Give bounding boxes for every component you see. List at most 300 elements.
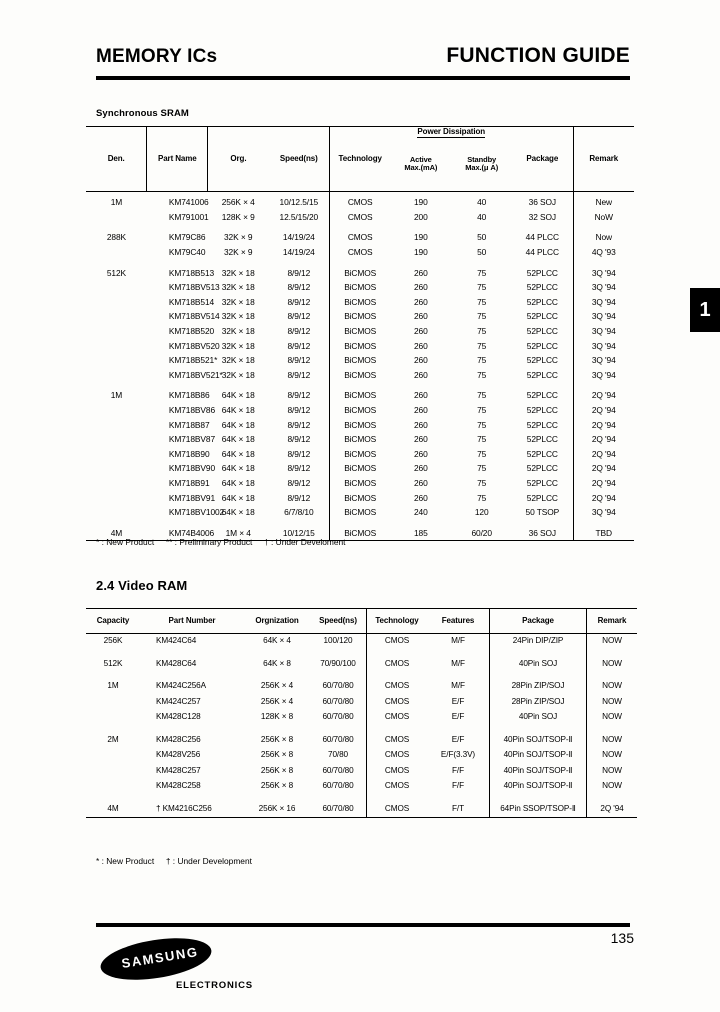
sram-cell-speed: 8/9/12 — [287, 463, 311, 474]
sram-cell-remark: 3Q '94 — [573, 280, 634, 295]
sram-cell-part: KM79C40 — [168, 247, 206, 258]
sram-cell-remark: 2Q '94 — [573, 418, 634, 433]
sram-cell-org: 64K × 18 — [221, 507, 255, 518]
sram-cell-org: 32K × 9 — [223, 232, 253, 243]
sram-cell-den — [86, 476, 147, 491]
sram-cell-speed: 8/9/12 — [287, 296, 311, 307]
vram-cell-feat: M/F — [451, 636, 465, 646]
vram-col-features: Features — [427, 609, 490, 634]
sram-cell-remark: 2Q '94 — [573, 432, 634, 447]
vram-cell-pkg: 64Pin SSOP/TSOP-Ⅱ — [490, 795, 587, 818]
sram-cell-pkg: 52PLCC — [526, 311, 558, 322]
vram-cell-speed: 60/70/80 — [322, 696, 354, 706]
synchronous-sram-table — [86, 126, 634, 541]
vram-cell-part: KM424C256A — [156, 681, 206, 691]
vram-cell-remark: NOW — [587, 726, 638, 749]
sram-cell-tech: BiCMOS — [330, 447, 391, 462]
sram-cell-remark: 3Q '94 — [573, 368, 634, 386]
vram-cell-org: 256K × 16 — [244, 795, 310, 818]
sram-cell-den — [86, 403, 147, 418]
table-row — [86, 491, 634, 506]
sram-cell-remark: 2Q '94 — [573, 461, 634, 476]
sram-cell-standby: 75 — [477, 355, 487, 366]
sram-cell-org: 32K × 18 — [221, 296, 255, 307]
sram-cell-speed: 8/9/12 — [287, 326, 311, 337]
sram-cell-speed: 14/19/24 — [282, 247, 315, 258]
vram-cell-feat: F/F — [452, 781, 464, 791]
table-row — [86, 418, 634, 433]
vram-cell-speed: 70/80 — [328, 750, 348, 760]
vram-cell-pkg: 24Pin DIP/ZIP — [490, 634, 587, 650]
sram-cell-active: 260 — [413, 434, 428, 445]
sram-cell-standby: 75 — [477, 405, 487, 415]
vram-cell-remark: NOW — [587, 634, 638, 650]
table-row — [86, 228, 634, 246]
vram-cell-feat: E/F — [451, 734, 465, 744]
sram-cell-standby: 75 — [477, 340, 487, 351]
sram-cell-active: 260 — [413, 311, 428, 322]
table-row — [86, 461, 634, 476]
sram-cell-speed: 14/19/24 — [282, 232, 315, 243]
sram-col-part: Part Name — [147, 127, 208, 192]
sram-cell-speed: 8/9/12 — [287, 492, 311, 503]
sram-cell-part: KM74B4006 — [147, 523, 208, 541]
table-row — [86, 476, 634, 491]
vram-cell-cap — [86, 710, 140, 726]
logo-wordmark: SAMSUNG — [120, 944, 200, 971]
chapter-thumb-tab: 1 — [690, 288, 720, 332]
sram-cell-standby: 40 — [451, 192, 512, 210]
sram-cell-part: KM718B521* — [168, 355, 218, 366]
sram-cell-part: KM718BV520 — [168, 340, 220, 351]
sram-cell-den — [86, 324, 147, 339]
sram-cell-org: 64K × 18 — [221, 463, 255, 474]
sram-cell-org: 32K × 18 — [221, 311, 255, 322]
sram-cell-standby: 75 — [477, 463, 487, 474]
sram-cell-org: 128K × 9 — [221, 211, 255, 222]
table-row — [86, 324, 634, 339]
sram-cell-standby: 75 — [477, 492, 487, 503]
sram-cell-org: 64K × 18 — [221, 492, 255, 503]
sram-col-tech: Technology — [330, 127, 391, 192]
sram-cell-den — [86, 280, 147, 295]
sram-cell-speed: 8/9/12 — [287, 369, 311, 380]
sram-col-package: Package — [512, 127, 573, 192]
table-row — [86, 505, 634, 523]
sram-cell-pkg: 36 SOJ — [512, 192, 573, 210]
vram-cell-part: KM428V256 — [156, 750, 201, 760]
sram-col-org: Org. — [208, 127, 269, 192]
sram-cell-speed: 8/9/12 — [287, 311, 311, 322]
table-row — [86, 795, 637, 818]
sram-section-caption: Synchronous SRAM — [96, 108, 189, 119]
table-row — [86, 280, 634, 295]
table-row — [86, 779, 637, 795]
sram-cell-tech: BiCMOS — [330, 324, 391, 339]
sram-cell-tech: BiCMOS — [330, 505, 391, 523]
sram-cell-pkg: 52PLCC — [526, 296, 558, 307]
sram-cell-tech: BiCMOS — [330, 280, 391, 295]
samsung-logo — [100, 940, 300, 1000]
vram-cell-cap: 512K — [103, 658, 123, 668]
vram-cell-speed: 60/70/80 — [322, 712, 354, 722]
sram-cell-pkg: 44 PLCC — [525, 232, 559, 243]
vram-cell-speed: 60/70/80 — [322, 765, 354, 775]
sram-cell-part: KM741006 — [147, 192, 208, 210]
sram-cell-tech: BiCMOS — [330, 353, 391, 368]
sram-cell-pkg: 52PLCC — [526, 434, 558, 445]
vram-col-speed: Speed(ns) — [310, 609, 367, 634]
sram-cell-active: 260 — [413, 296, 428, 307]
table-row — [86, 403, 634, 418]
sram-cell-part: KM718B91 — [168, 477, 210, 488]
sram-cell-den: 4M — [86, 523, 147, 541]
sram-cell-part: KM718BV87 — [168, 434, 215, 445]
sram-cell-org: 32K × 18 — [221, 340, 255, 351]
vram-cell-part: KM428C64 — [156, 658, 197, 668]
sram-cell-pkg: 52PLCC — [526, 326, 558, 337]
sram-power-dissipation-label: Power Dissipation — [417, 127, 486, 136]
vram-cell-feat: E/F — [451, 696, 465, 706]
vram-cell-tech: CMOS — [367, 695, 428, 711]
vram-cell-cap: 2M — [107, 734, 119, 744]
table-row — [86, 650, 637, 673]
sram-cell-tech: CMOS — [330, 245, 391, 263]
sram-cell-remark: 2Q '94 — [573, 386, 634, 404]
sram-cell-remark: 2Q '94 — [573, 476, 634, 491]
sram-col-power-group — [390, 127, 512, 138]
sram-col-standby — [451, 137, 512, 192]
sram-cell-part: KM718BV91 — [168, 492, 215, 503]
sram-cell-speed: 8/9/12 — [287, 282, 311, 293]
sram-cell-pkg: 52PLCC — [526, 390, 558, 401]
sram-cell-tech: BiCMOS — [330, 461, 391, 476]
sram-cell-standby: 75 — [477, 477, 487, 488]
sram-cell-pkg: 52PLCC — [526, 492, 558, 503]
sram-cell-den — [86, 491, 147, 506]
sram-cell-den — [86, 310, 147, 325]
vram-cell-org: 256K × 8 — [260, 750, 294, 760]
sram-cell-den — [86, 505, 147, 523]
page-header — [96, 44, 630, 68]
sram-cell-den — [86, 339, 147, 354]
sram-active-label: Active — [409, 154, 432, 164]
sram-cell-remark: 3Q '94 — [573, 263, 634, 281]
table-row — [86, 368, 634, 386]
sram-cell-active: 260 — [413, 267, 428, 278]
sram-cell-pkg: 52PLCC — [526, 477, 558, 488]
sram-cell-speed: 8/9/12 — [287, 477, 311, 488]
sram-header-row-top — [86, 127, 634, 138]
vram-cell-tech: CMOS — [367, 795, 428, 818]
sram-cell-tech: BiCMOS — [330, 476, 391, 491]
sram-cell-speed: 8/9/12 — [287, 340, 311, 351]
vram-cell-cap — [86, 748, 140, 764]
sram-cell-standby: 75 — [477, 369, 487, 380]
vram-cell-speed: 60/70/80 — [322, 734, 354, 744]
table-row — [86, 192, 634, 210]
sram-cell-part: KM718B86 — [168, 390, 210, 401]
sram-standby-label: Standby — [467, 154, 497, 164]
sram-cell-remark: 3Q '94 — [573, 339, 634, 354]
sram-cell-standby: 75 — [477, 267, 487, 278]
footer-rule — [96, 923, 630, 927]
sram-cell-pkg: 50 TSOP — [525, 507, 560, 518]
sram-cell-standby: 60/20 — [451, 523, 512, 541]
sram-cell-part: KM718B514 — [168, 296, 215, 307]
sram-cell-remark: 2Q '94 — [573, 447, 634, 462]
sram-cell-den — [86, 461, 147, 476]
vram-cell-speed: 60/70/80 — [310, 795, 367, 818]
sram-cell-remark: 3Q '94 — [573, 505, 634, 523]
vram-cell-part: KM428C256 — [156, 734, 201, 744]
sram-cell-pkg: 52PLCC — [526, 267, 558, 278]
sram-cell-remark: 3Q '94 — [573, 324, 634, 339]
vram-col-technology: Technology — [367, 609, 428, 634]
sram-cell-tech: BiCMOS — [330, 418, 391, 433]
sram-cell-speed: 6/7/8/10 — [284, 507, 314, 518]
video-ram-table — [86, 608, 637, 818]
vram-cell-feat: M/F — [451, 658, 465, 668]
sram-cell-standby: 40 — [477, 211, 487, 222]
vram-cell-org: 256K × 8 — [260, 734, 294, 744]
sram-cell-pkg: 52PLCC — [526, 282, 558, 293]
sram-cell-den — [86, 418, 147, 433]
sram-cell-part: KM79C86 — [168, 232, 206, 243]
sram-cell-remark: New — [573, 192, 634, 210]
vram-cell-pkg: 28Pin ZIP/SOJ — [490, 695, 587, 711]
vram-cell-cap: 1M — [107, 681, 119, 691]
sram-cell-den — [86, 210, 147, 228]
vram-cell-org: 64K × 8 — [263, 658, 291, 668]
table-row — [86, 710, 637, 726]
sram-cell-org: 64K × 18 — [221, 448, 255, 459]
vram-col-remark: Remark — [587, 609, 638, 634]
sram-cell-standby: 50 — [477, 232, 487, 243]
sram-cell-active: 190 — [413, 232, 428, 243]
sram-cell-pkg: 52PLCC — [526, 405, 558, 415]
sram-cell-standby: 75 — [477, 434, 487, 445]
sram-cell-active: 260 — [413, 340, 428, 351]
sram-col-den: Den. — [86, 127, 147, 192]
table-row — [86, 295, 634, 310]
vram-cell-part: KM428C258 — [156, 781, 201, 791]
vram-cell-remark: NOW — [587, 779, 638, 795]
sram-cell-tech: CMOS — [330, 192, 391, 210]
sram-cell-part: KM718BV521* — [168, 369, 223, 380]
sram-table-header — [86, 127, 634, 192]
vram-cell-cap — [86, 764, 140, 780]
sram-active-unit: Max.(mA) — [404, 163, 438, 173]
sram-cell-standby: 75 — [477, 390, 487, 401]
sram-cell-tech: BiCMOS — [330, 339, 391, 354]
vram-cell-tech: CMOS — [367, 634, 428, 650]
vram-col-package: Package — [490, 609, 587, 634]
sram-cell-standby: 75 — [477, 448, 487, 459]
sram-cell-pkg: 52PLCC — [526, 369, 558, 380]
sram-cell-standby: 75 — [477, 296, 487, 307]
sram-cell-part: KM718BV1002 — [168, 507, 225, 518]
sram-cell-active: 260 — [413, 463, 428, 474]
page-number: 135 — [610, 930, 634, 946]
vram-cell-cap: 4M — [86, 795, 140, 818]
sram-cell-speed: 8/9/12 — [287, 434, 311, 445]
vram-cell-speed: 100/120 — [323, 636, 353, 646]
sram-cell-part: KM718B90 — [168, 448, 210, 459]
vram-cell-feat: E/F(3.3V) — [440, 750, 476, 760]
sram-cell-speed: 8/9/12 — [287, 390, 311, 401]
table-row — [86, 263, 634, 281]
sram-cell-pkg: 52PLCC — [526, 463, 558, 474]
sram-cell-org: 32K × 18 — [221, 282, 255, 293]
vram-cell-cap — [86, 779, 140, 795]
vram-cell-remark: NOW — [587, 650, 638, 673]
sram-cell-org: 64K × 18 — [221, 434, 255, 445]
sram-cell-den — [86, 245, 147, 263]
sram-cell-pkg: 36 SOJ — [512, 523, 573, 541]
sram-col-active — [390, 137, 451, 192]
vram-cell-feat: F/T — [427, 795, 490, 818]
vram-cell-org: 256K × 4 — [260, 696, 294, 706]
sram-cell-remark: 2Q '94 — [573, 491, 634, 506]
table-row — [86, 634, 637, 650]
table-row — [86, 210, 634, 228]
sram-cell-standby: 50 — [477, 247, 487, 258]
vram-cell-tech: CMOS — [367, 650, 428, 673]
table-row — [86, 386, 634, 404]
vram-col-organization: Orgnization — [244, 609, 310, 634]
sram-cell-active: 190 — [413, 247, 428, 258]
vram-cell-org: 256K × 4 — [260, 681, 294, 691]
vram-cell-speed: 60/70/80 — [322, 681, 354, 691]
sram-cell-tech: BiCMOS — [330, 295, 391, 310]
sram-cell-pkg: 44 PLCC — [525, 247, 559, 258]
sram-cell-org: 256K × 4 — [208, 192, 269, 210]
sram-cell-remark: 4Q '93 — [573, 245, 634, 263]
table-row — [86, 672, 637, 695]
vram-cell-tech: CMOS — [367, 748, 428, 764]
vram-cell-pkg: 28Pin ZIP/SOJ — [490, 672, 587, 695]
vram-cell-feat: M/F — [451, 681, 465, 691]
vram-cell-part: KM428C128 — [156, 712, 201, 722]
sram-cell-tech: BiCMOS — [330, 403, 391, 418]
header-rule — [96, 76, 630, 80]
sram-cell-standby: 75 — [477, 326, 487, 337]
sram-cell-part: KM791001 — [168, 211, 209, 222]
sram-cell-speed: 12.5/15/20 — [279, 211, 319, 222]
vram-cell-speed: 60/70/80 — [322, 781, 354, 791]
sram-cell-active: 190 — [390, 192, 451, 210]
sram-cell-speed: 10/12/15 — [269, 523, 330, 541]
sram-cell-den — [86, 368, 147, 386]
sram-cell-remark: TBD — [573, 523, 634, 541]
sram-cell-active: 260 — [413, 369, 428, 380]
vram-cell-pkg: 40Pin SOJ — [490, 650, 587, 673]
sram-cell-active: 240 — [413, 507, 428, 518]
sram-cell-remark: Now — [573, 228, 634, 246]
sram-cell-tech: BiCMOS — [330, 523, 391, 541]
header-left-title: MEMORY ICs — [96, 46, 218, 67]
sram-cell-org: 64K × 18 — [221, 419, 255, 430]
vram-cell-remark: NOW — [587, 710, 638, 726]
vram-table-body — [86, 634, 637, 818]
vram-cell-remark: NOW — [587, 695, 638, 711]
sram-cell-tech: BiCMOS — [330, 263, 391, 281]
sram-cell-standby: 75 — [477, 311, 487, 322]
sram-cell-den: 512K — [106, 267, 127, 278]
sram-cell-org: 32K × 18 — [221, 369, 255, 380]
table-row — [86, 245, 634, 263]
sram-cell-part: KM718BV90 — [168, 463, 215, 474]
vram-cell-part: KM424C257 — [156, 696, 201, 706]
sram-cell-tech: BiCMOS — [330, 491, 391, 506]
vram-cell-cap — [86, 695, 140, 711]
sram-cell-org: 32K × 18 — [221, 355, 255, 366]
vram-table-header — [86, 609, 637, 634]
sram-table-body — [86, 192, 634, 541]
sram-cell-speed: 8/9/12 — [287, 405, 311, 415]
sram-cell-active: 260 — [413, 477, 428, 488]
sram-cell-pkg: 52PLCC — [526, 448, 558, 459]
sram-cell-den — [86, 353, 147, 368]
sram-cell-active: 260 — [413, 492, 428, 503]
vram-cell-pkg: 40Pin SOJ/TSOP-Ⅱ — [490, 726, 587, 749]
vram-cell-pkg: 40Pin SOJ/TSOP-Ⅱ — [490, 779, 587, 795]
sram-cell-remark: 3Q '94 — [573, 353, 634, 368]
vram-cell-part: KM428C257 — [156, 765, 201, 775]
sram-cell-tech: BiCMOS — [330, 368, 391, 386]
sram-cell-pkg: 52PLCC — [526, 419, 558, 430]
vram-cell-pkg: 40Pin SOJ/TSOP-Ⅱ — [490, 748, 587, 764]
vram-cell-speed: 70/90/100 — [320, 658, 356, 668]
sram-cell-active: 185 — [390, 523, 451, 541]
sram-cell-active: 260 — [413, 390, 428, 401]
vram-header-row — [86, 609, 637, 634]
sram-cell-pkg: 32 SOJ — [528, 211, 556, 222]
vram-cell-feat: E/F — [451, 712, 465, 722]
sram-cell-org: 32K × 18 — [221, 267, 255, 278]
sram-cell-active: 260 — [413, 355, 428, 366]
table-row — [86, 432, 634, 447]
vram-cell-pkg: 40Pin SOJ — [490, 710, 587, 726]
sram-cell-remark: 3Q '94 — [573, 310, 634, 325]
sram-cell-remark: NoW — [573, 210, 634, 228]
vram-cell-tech: CMOS — [367, 672, 428, 695]
sram-cell-speed: 8/9/12 — [287, 419, 311, 430]
sram-cell-den — [86, 447, 147, 462]
sram-cell-tech: CMOS — [330, 228, 391, 246]
table-row — [86, 339, 634, 354]
sram-cell-tech: CMOS — [330, 210, 391, 228]
sram-cell-part: KM718BV86 — [168, 405, 215, 415]
vram-cell-org: 64K × 4 — [263, 636, 291, 646]
vram-cell-org: 256K × 8 — [260, 781, 294, 791]
sram-cell-active: 260 — [413, 419, 428, 430]
sram-cell-active: 260 — [413, 326, 428, 337]
vram-footnote: * : New Product † : Under Development — [96, 856, 252, 866]
sram-cell-org: 1M × 4 — [208, 523, 269, 541]
table-row — [86, 695, 637, 711]
sram-cell-org: 64K × 18 — [221, 405, 255, 415]
sram-cell-part: KM718B513 — [168, 267, 215, 278]
vram-cell-remark: 2Q '94 — [587, 795, 638, 818]
sram-cell-org: 64K × 18 — [221, 390, 255, 401]
sram-cell-standby: 120 — [474, 507, 489, 518]
vram-col-capacity: Capacity — [86, 609, 140, 634]
vram-col-part-number: Part Number — [140, 609, 244, 634]
sram-cell-tech: BiCMOS — [330, 310, 391, 325]
sram-cell-speed: 8/9/12 — [287, 448, 311, 459]
